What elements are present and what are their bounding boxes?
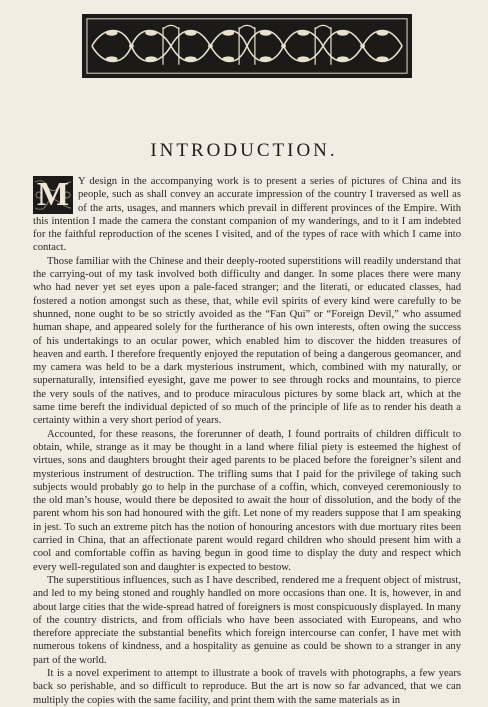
paragraph-3: Accounted, for these reasons, the forerunner of death, I found portraits of children difficult to obtain, while, strange as it may be thought in a land where filial piety is esteemed the highest of virtues, sons and daughters brought their aged parents to be placed before the foreigner’s silent and mysterious instrument of destruction. The trifling sums that I paid for the privilege of taking such subjects would probably go to help in the purchase of a coffin, which, conveyed ceremoniously to the old man’s house, would there be deposited to await the hour of dissolution, and the body of the parent whom his son had honoured with the gift. Let none of my readers suppose that I am speaking in jest. To such an extreme pitch has the notion of honouring ancestors with due mortuary rites been carried in China, that an affectionate parent would regard children who should present him with a cool and comfortable coffin as having begun in good time to display the duty and respect which every well-regulated son and daughter is expected to bestow. — [33, 428, 461, 573]
body-text — [33, 175, 461, 707]
ornamental-headpiece — [82, 14, 412, 78]
paragraph-4: The superstitious influences, such as I have described, rendered me a frequent object of mistrust, and led to my being stoned and roughly handled on more occasions than one. It is, however, in and about large cities that the wide-spread hatred of foreigners is most conspicuously displayed. In many of the country districts, and from officials who have been associated with Europeans, and who therefore appreciate the substantial benefits which foreign intercourse can confer, I have met with numerous tokens of kindness, and a hospitality as genuine as could be shown to a stranger in any part of the world. — [33, 574, 461, 666]
paragraph-text: Y design in the accompanying work is to present a series of pictures of China and its people, such as shall convey an accurate impression of the country I traversed as well as of the arts, usages, and manners which prevail in different provinces of the Empire. With this intention I made the camera the constant companion of my wanderings, and to it I am indebted for the faithful reproduction of the scenes I visited, and of the types of race with which I came into contact. — [33, 176, 461, 254]
dropcap-initial — [33, 176, 73, 214]
paragraph-1 — [33, 175, 461, 255]
dropcap-letter: M — [36, 176, 70, 213]
foliate-ornament-icon — [84, 16, 410, 76]
chapter-title: INTRODUCTION. — [150, 140, 338, 161]
paragraph-2: Those familiar with the Chinese and their deeply-rooted superstitions will readily understand that the carrying-out of my task involved both difficulty and danger. In some places there were many who had never yet set eyes upon a pale-faced stranger; and the literati, or educated classes, had fostered a notion amongst such as these, that, while evil spirits of every kind were carefully to be shunned, none ought to be so strictly avoided as the “Fan Qui” or “Foreign Devil,” who assumed human shape, and appeared solely for the furtherance of his own interests, often owing the success of his undertakings to an ocular power, which enabled him to discover the hidden treasures of heaven and earth. I therefore frequently enjoyed the reputation of being a dangerous geomancer, and my camera was held to be a dark mysterious instrument, which, combined with my naturally, or supernaturally, intensified eyesight, gave me power to see through rocks and mountains, to pierce the very souls of the natives, and to produce miraculous pictures by some black art, which at the same time bereft the individual depicted of so much of the principle of life as to render his death a certainty within a very short period of years. — [33, 255, 461, 427]
paragraph-5: It is a novel experiment to attempt to illustrate a book of travels with photographs, a few years back so perishable, and so difficult to reproduce. But the art is now so far advanced, that we can multiply the copies with the same facility, and print them with the same materials as in — [33, 667, 461, 706]
